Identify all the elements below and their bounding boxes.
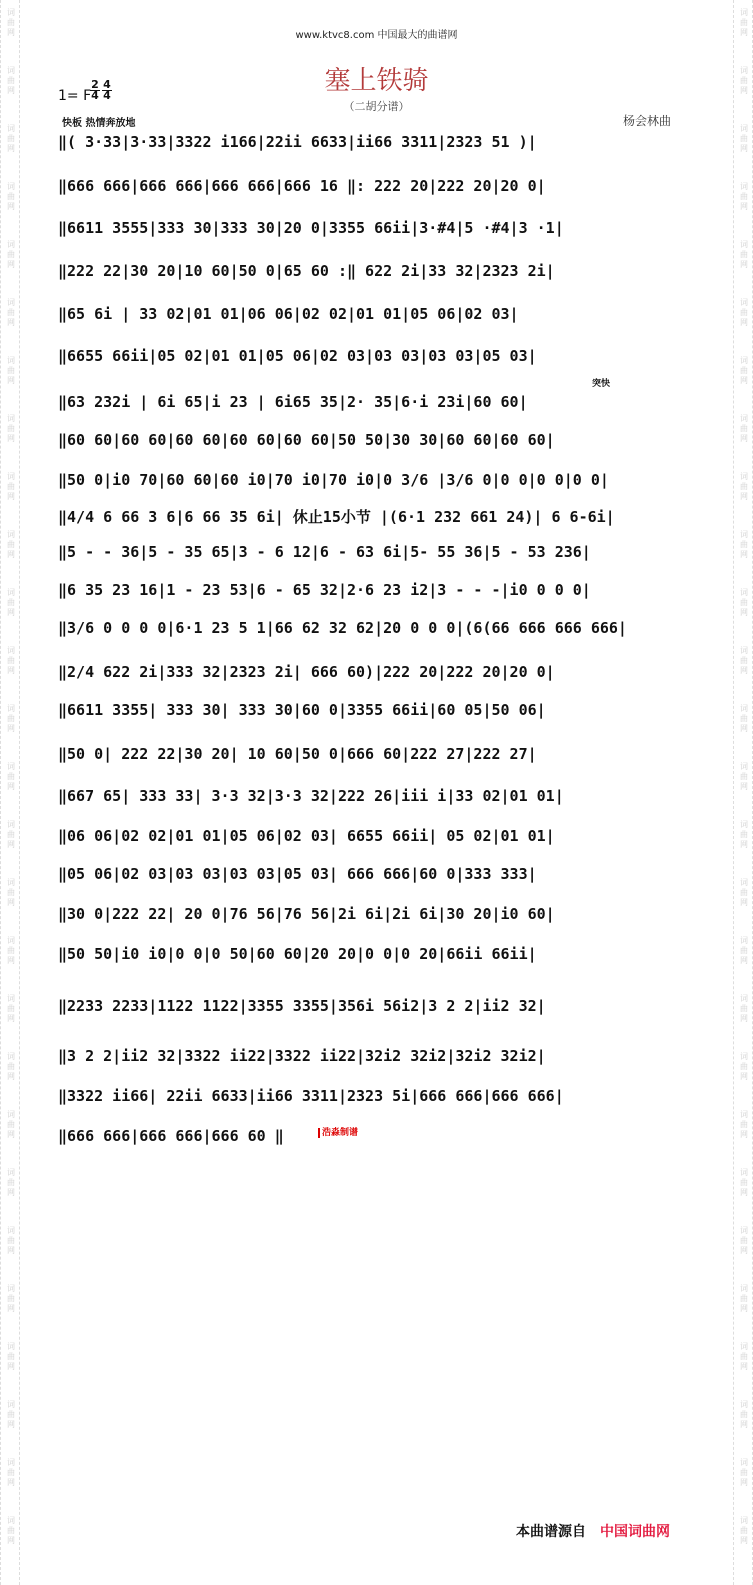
score-line: ‖6655 66ii|05 02|01 01|05 06|02 03|03 03|03 03|05 03| (58, 347, 537, 365)
key-signature: 1= F (58, 88, 92, 104)
footer-credit (516, 1521, 670, 1541)
watermark-text: 词曲网 (740, 936, 748, 965)
watermark-text: 词曲网 (7, 994, 15, 1023)
score-line: ‖6 35 23 16|1 - 23 53|6 - 65 32|2·6 23 i2|3 - - -|i0 0 0 0| (58, 581, 591, 599)
footer-source-label: 本曲谱源自 (516, 1524, 586, 1540)
watermark-text: 词曲网 (7, 1284, 15, 1313)
watermark-text: 词曲网 (740, 1516, 748, 1545)
score-line: ‖50 0|i0 70|60 60|60 i0|70 i0|70 i0|0 3/6 |3/6 0|0 0|0 0|0 0| (58, 471, 609, 489)
score-line: ‖6611 3355| 333 30| 333 30|60 0|3355 66ii|60 05|50 06| (58, 701, 546, 719)
watermark-text: 词曲网 (740, 878, 748, 907)
watermark-text: 词曲网 (7, 646, 15, 675)
time-sig-2-4: $\frac{2}{4}$ (91, 78, 99, 102)
score-line: ‖6611 3555|333 30|333 30|20 0|3355 66ii|3·#4|5 ·#4|3 ·1| (58, 219, 564, 237)
watermark-text: 词曲网 (740, 762, 748, 791)
score-line: ‖3322 ii66| 22ii 6633|ii66 3311|2323 5i|666 666|666 666| (58, 1087, 564, 1105)
score-line: ‖06 06|02 02|01 01|05 06|02 03| 6655 66ii| 05 02|01 01| (58, 827, 555, 845)
watermark-text: 词曲网 (740, 356, 748, 385)
watermark-text: 词曲网 (740, 994, 748, 1023)
score-line: ‖05 06|02 03|03 03|03 03|05 03| 666 666|60 0|333 333| (58, 865, 537, 883)
composer: 杨会林曲 (622, 114, 671, 128)
watermark-text: 词曲网 (7, 414, 15, 443)
score-line: ‖63 232i | 6i 65|i 23 | 6i65 35|2· 35|6·i 23i|60 60| (58, 393, 528, 411)
time-sig-4-4: $\frac{4}{4}$ (103, 78, 111, 102)
watermark-text: 词曲网 (7, 1400, 15, 1429)
score-line: ‖( 3·33|3·33|3322 i166|22ii 6633|ii66 3311|2323 51 )| (58, 133, 537, 151)
watermark-text: 词曲网 (740, 820, 748, 849)
score-line: ‖60 60|60 60|60 60|60 60|60 60|50 50|30 30|60 60|60 60| (58, 431, 555, 449)
score-line: ‖666 666|666 666|666 60 ‖ (58, 1127, 284, 1145)
watermark-text: 词曲网 (7, 240, 15, 269)
watermark-text: 词曲网 (7, 182, 15, 211)
score-line: ‖667 65| 333 33| 3·3 32|3·3 32|222 26|iii i|33 02|01 01| (58, 787, 564, 805)
watermark-text: 词曲网 (740, 182, 748, 211)
footer-source-name: 中国词曲网 (600, 1524, 670, 1540)
tempo-marking: 快板 热情奔放地 (62, 118, 136, 129)
watermark-text: 词曲网 (7, 1342, 15, 1371)
watermark-text: 词曲网 (7, 1516, 15, 1545)
song-subtitle: （二胡分谱） (343, 100, 410, 113)
score-line: ‖3/6 0 0 0 0|6·1 23 5 1|66 62 32 62|20 0 0 0|(6(66 666 666 666| (58, 619, 627, 637)
watermark-text: 词曲网 (7, 878, 15, 907)
watermark-text: 词曲网 (7, 704, 15, 733)
watermark-text: 词曲网 (740, 704, 748, 733)
watermark-text: 词曲网 (7, 472, 15, 501)
watermark-text: 词曲网 (7, 1168, 15, 1197)
tempo-change-mark: 突快 (592, 379, 611, 389)
watermark-text: 词曲网 (740, 414, 748, 443)
watermark-text: 词曲网 (7, 936, 15, 965)
watermark-text: 词曲网 (7, 762, 15, 791)
watermark-text: 词曲网 (7, 298, 15, 327)
watermark-text: 词曲网 (7, 8, 15, 37)
watermark-text: 词曲网 (7, 356, 15, 385)
watermark-text: 词曲网 (740, 1226, 748, 1255)
watermark-text: 词曲网 (740, 1458, 748, 1487)
score-line: ‖65 6i | 33 02|01 01|06 06|02 02|01 01|05 06|02 03| (58, 305, 519, 323)
watermark-text: 词曲网 (740, 1052, 748, 1081)
watermark-text: 词曲网 (740, 1168, 748, 1197)
score-line: ‖50 50|i0 i0|0 0|0 50|60 60|20 20|0 0|0 20|66ii 66ii| (58, 945, 537, 963)
watermark-text: 词曲网 (740, 530, 748, 559)
site-header: www.ktvc8.com 中国最大的曲谱网 (295, 30, 458, 41)
arranger-stamp: 浩淼制谱 (318, 1128, 358, 1138)
right-watermark-strip (733, 0, 753, 1585)
watermark-text: 词曲网 (740, 1400, 748, 1429)
score-line: ‖666 666|666 666|666 666|666 16 ‖: 222 20|222 20|20 0| (58, 177, 546, 195)
watermark-text: 词曲网 (740, 1284, 748, 1313)
watermark-text: 词曲网 (740, 124, 748, 153)
watermark-text: 词曲网 (7, 124, 15, 153)
score-line: ‖2/4 622 2i|333 32|2323 2i| 666 60)|222 20|222 20|20 0| (58, 663, 555, 681)
score-line: ‖3 2 2|ii2 32|3322 ii22|3322 ii22|32i2 32i2|32i2 32i2| (58, 1047, 546, 1065)
left-watermark-strip (0, 0, 20, 1585)
score-line: ‖2233 2233|1122 1122|3355 3355|356i 56i2|3 2 2|ii2 32| (58, 997, 546, 1015)
watermark-text: 词曲网 (740, 1342, 748, 1371)
score-line: ‖30 0|222 22| 20 0|76 56|76 56|2i 6i|2i 6i|30 20|i0 60| (58, 905, 555, 923)
watermark-text: 词曲网 (7, 1052, 15, 1081)
watermark-text: 词曲网 (740, 588, 748, 617)
score-line: ‖4/4 6 66 3 6|6 66 35 6i| 休止15小节 |(6·1 232 661 24)| 6 6-6i| (58, 507, 615, 526)
watermark-text: 词曲网 (740, 8, 748, 37)
watermark-text: 词曲网 (7, 588, 15, 617)
watermark-text: 词曲网 (7, 820, 15, 849)
watermark-text: 词曲网 (7, 66, 15, 95)
watermark-text: 词曲网 (740, 646, 748, 675)
watermark-text: 词曲网 (7, 1110, 15, 1139)
watermark-text: 词曲网 (740, 1110, 748, 1139)
watermark-text: 词曲网 (740, 472, 748, 501)
watermark-text: 词曲网 (7, 1226, 15, 1255)
watermark-text: 词曲网 (740, 298, 748, 327)
score-line: ‖50 0| 222 22|30 20| 10 60|50 0|666 60|222 27|222 27| (58, 745, 537, 763)
watermark-text: 词曲网 (7, 1458, 15, 1487)
score-line: ‖5 - - 36|5 - 35 65|3 - 6 12|6 - 63 6i|5- 55 36|5 - 53 236| (58, 543, 591, 561)
song-title: 塞上铁骑 (324, 66, 429, 96)
watermark-text: 词曲网 (740, 66, 748, 95)
watermark-text: 词曲网 (740, 240, 748, 269)
score-line: ‖222 22|30 20|10 60|50 0|65 60 :‖ 622 2i|33 32|2323 2i| (58, 262, 555, 280)
watermark-text: 词曲网 (7, 530, 15, 559)
